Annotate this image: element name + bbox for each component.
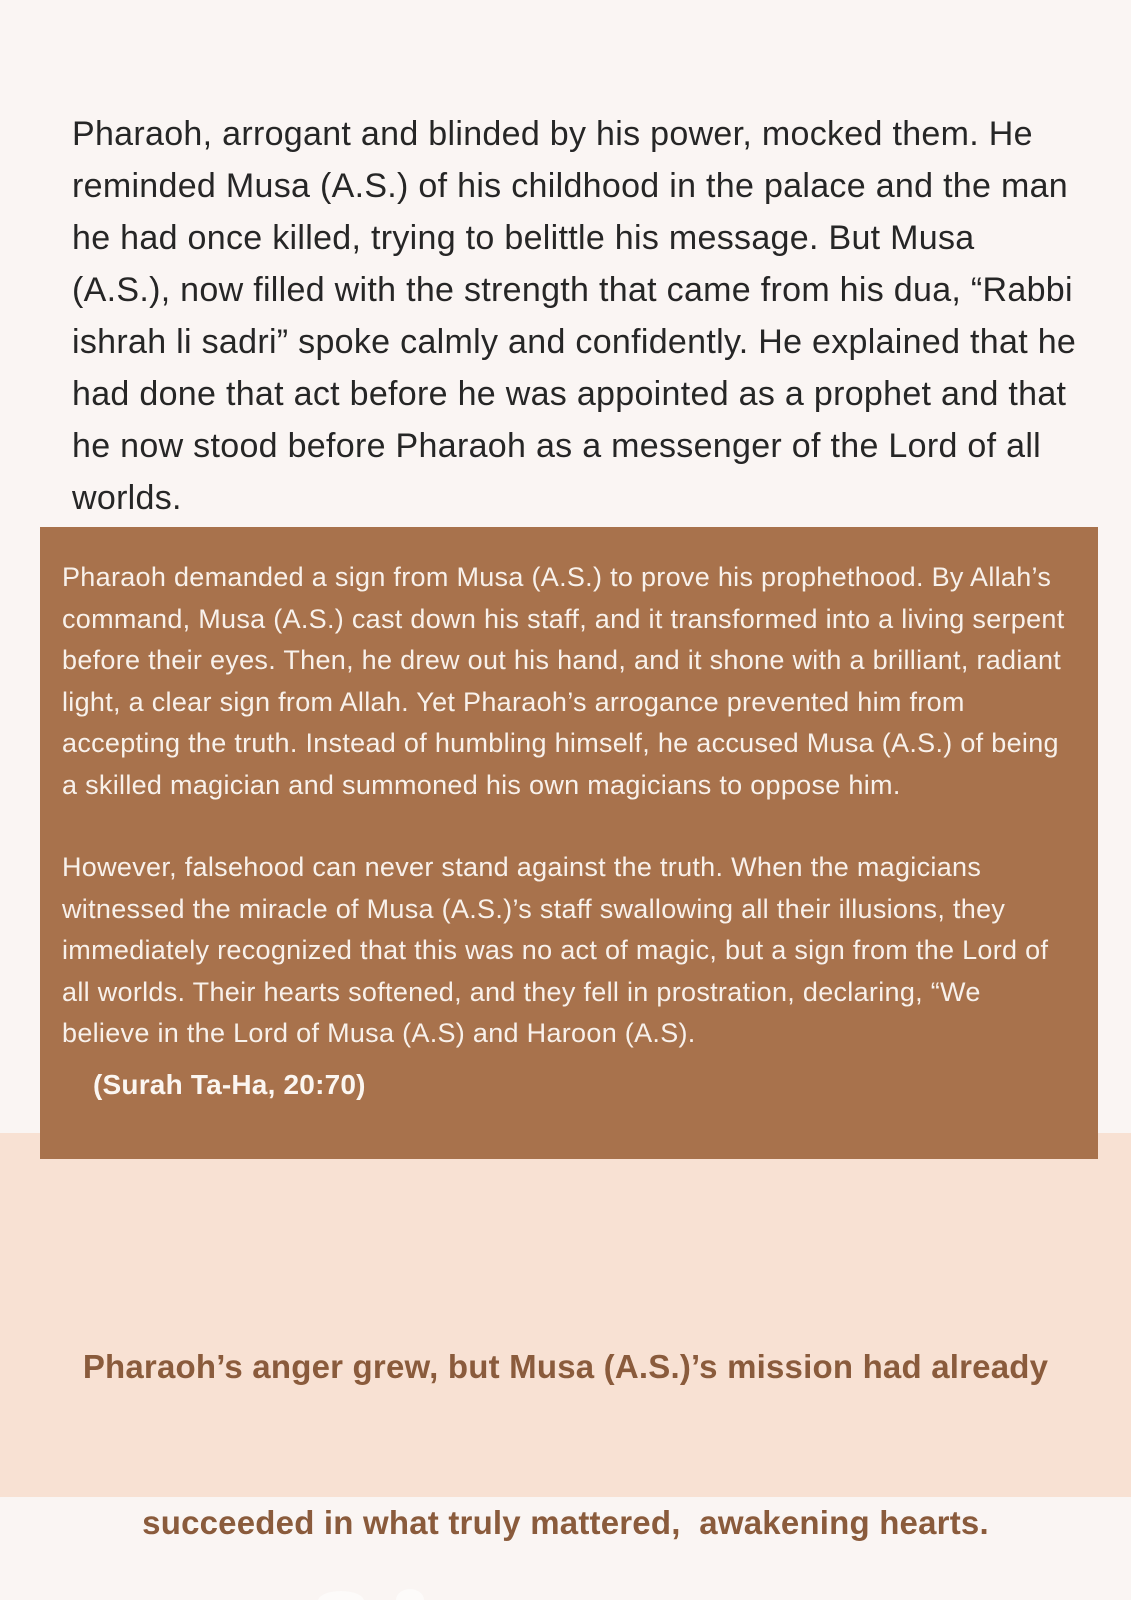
quran-citation: (Surah Ta-Ha, 20:70): [93, 1068, 366, 1100]
closing-statement-line-1: Pharaoh’s anger grew, but Musa (A.S.)’s mission had already: [82, 1348, 1049, 1385]
bottom-watermark: [0, 1588, 1131, 1600]
watermark-shape: [396, 1589, 424, 1600]
highlight-paragraph-1: Pharaoh demanded a sign from Musa (A.S.) to prove his prophethood. By Allah’s command, Musa (A.S.) cast down his staff, and it transformed into a living serpent before their eyes. Then, he drew out his hand, and it shone with a brilliant, radiant light, a clear sign from Allah. Yet Pharaoh’s arrogance prevented him from accepting the truth. Instead of humbling himself, he accused Musa (A.S.) of being a skilled magician and summoned his own magicians to oppose him.: [62, 562, 1065, 800]
closing-band: [0, 1133, 1131, 1541]
story-highlight-box: [40, 527, 1098, 1159]
closing-statement-line-2: succeeded in what truly mattered, awakening hearts.: [142, 1504, 989, 1541]
watermark-shape: [318, 1591, 364, 1600]
highlight-paragraph-2: However, falsehood can never stand against the truth. When the magicians witnessed the miracle of Musa (A.S.)’s staff swallowing all their illusions, they immediately recognized that this was no act of magic, but a sign from the Lord of all worlds. Their hearts softened, and they fell in prostration, declaring, “We believe in the Lord of Musa (A.S) and Haroon (A.S).: [62, 852, 1049, 1048]
closing-statement: [0, 1237, 1131, 1600]
intro-paragraph: Pharaoh, arrogant and blinded by his power, mocked them. He reminded Musa (A.S.) of his childhood in the palace and the man he had once killed, trying to belittle his message. But Musa (A.S.), now filled with the strength that came from his dua, “Rabbi ishrah li sadri” spoke calmly and confidently. He explained that he had done that act before he was appointed as a prophet and that he now stood before Pharaoh as a messenger of the Lord of all worlds.: [72, 115, 1077, 517]
